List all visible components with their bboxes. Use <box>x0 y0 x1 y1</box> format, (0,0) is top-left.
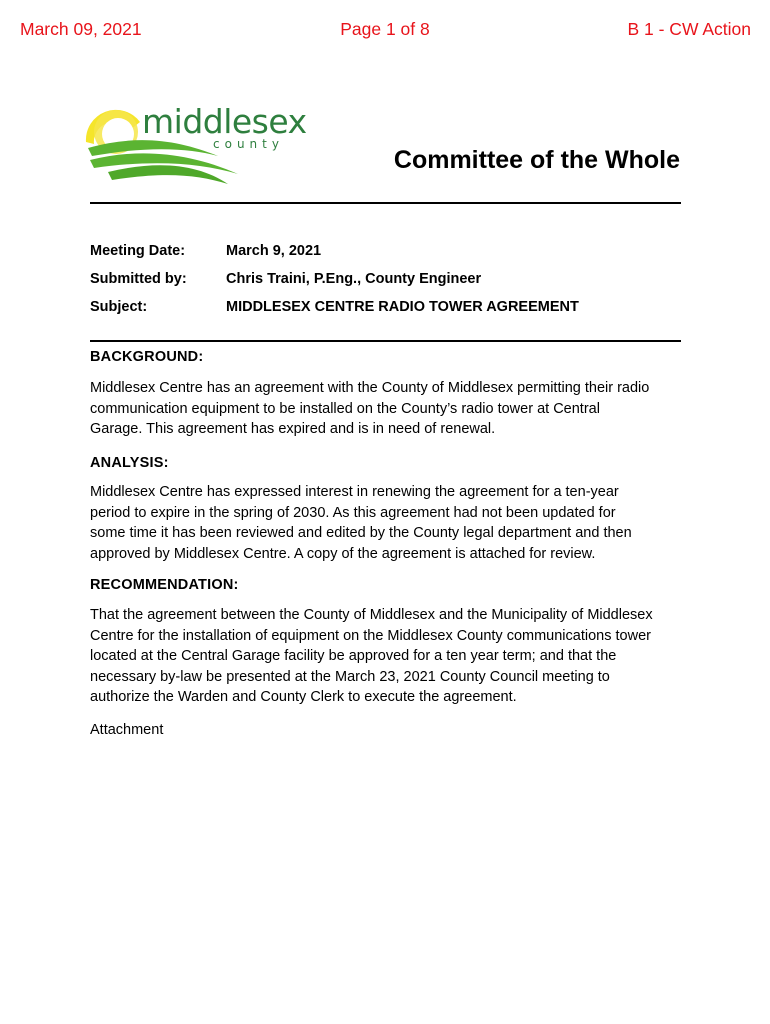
recommendation-line: located at the Central Garage facility be approved for a ten year term; and that the <box>90 648 617 664</box>
logo-subtitle: county <box>213 137 284 151</box>
recommendation-line: That the agreement between the County of Middlesex and the Municipality of Middlesex <box>90 607 653 623</box>
analysis-heading: ANALYSIS: <box>90 455 169 471</box>
header-page-number: Page 1 of 8 <box>340 19 430 39</box>
recommendation-line: authorize the Warden and County Clerk to execute the agreement. <box>90 689 517 705</box>
logo-field-3 <box>108 165 228 184</box>
background-line: Middlesex Centre has an agreement with the County of Middlesex permitting their radio <box>90 380 650 396</box>
submitted-by-value: Chris Traini, P.Eng., County Engineer <box>226 271 482 287</box>
background-line: communication equipment to be installed on the County’s radio tower at Central <box>90 400 600 417</box>
subject-label: Subject: <box>90 299 148 315</box>
analysis-line: some time it has been reviewed and edited by the County legal department and then <box>90 525 632 541</box>
analysis-line: Middlesex Centre has expressed interest in renewing the agreement for a ten-year <box>90 484 619 500</box>
subject-value: MIDDLESEX CENTRE RADIO TOWER AGREEMENT <box>226 299 579 315</box>
logo-wordmark: middlesex <box>142 102 307 141</box>
analysis-line: approved by Middlesex Centre. A copy of the agreement is attached for review. <box>90 545 596 562</box>
attachment-label: Attachment <box>90 722 164 738</box>
header-agenda-code: B 1 - CW Action <box>627 19 751 39</box>
background-heading: BACKGROUND: <box>90 349 204 365</box>
background-line: Garage. This agreement has expired and is in need of renewal. <box>90 421 496 437</box>
recommendation-heading: RECOMMENDATION: <box>90 577 239 593</box>
recommendation-line: Centre for the installation of equipment on the Middlesex County communications tower <box>90 627 651 644</box>
meeting-date-label: Meeting Date: <box>90 243 186 259</box>
analysis-line: period to expire in the spring of 2030. As this agreement had not been updated for <box>90 504 616 521</box>
meta-divider <box>90 340 681 342</box>
analysis-paragraph <box>90 482 690 564</box>
submitted-by-label: Submitted by: <box>90 271 187 287</box>
recommendation-line: necessary by-law be presented at the March 23, 2021 County Council meeting to <box>90 668 610 685</box>
header-date: March 09, 2021 <box>20 19 142 39</box>
title-divider <box>90 202 681 204</box>
page-title: Committee of the Whole <box>393 146 680 174</box>
meeting-date-value: March 9, 2021 <box>226 243 322 259</box>
recommendation-paragraph <box>90 605 690 708</box>
background-paragraph <box>90 378 690 440</box>
